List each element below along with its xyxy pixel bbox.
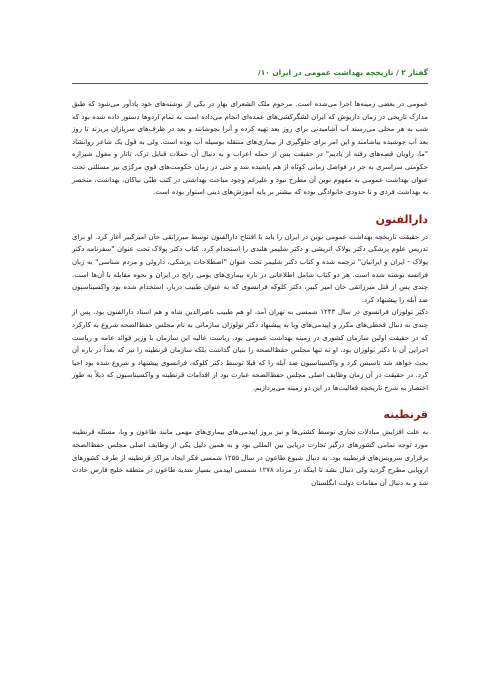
- darolfonun-paragraph-1: در حقیقت تاریخچه بهداشت عمومی نوین در ایران را باید با افتتاح دارالفنون توسط میرزاتقی خان امیرکبیر آغاز کرد. او برای تدریس علوم پزشکی دکتر پولاک اتریشی و دکتر شلیمر هلندی را استخدام کرد. کتاب دکتر پولاک تحت عنوان "سفرنامه دکتر پولاک - ایران و ایرانیان" ترجمه شده و کتاب دکتر شلیمر تحت عنوان "اصطلاحات پزشکی، داروئی و مردم شناسی" به زبان فرانسه نوشته شده است. هر دو کتاب شامل اطلاعاتی در باره بیماری‌های بومی رایج در ایران و نحوه مقابله با آن‌ها است. چندی پس از قتل میرزاتقی خان امیر کبیر، دکتر کلوکه فرانسوی که به عنوان طبیب دربار، استخدام شده بود واکسیناسیون ضد آبله را پیشنهاد کرد.: [72, 232, 428, 304]
- section-heading-darolfonun: دارالفنون: [375, 212, 428, 226]
- running-header: گفتار ۲ / تاریخچه بهداشت عمومی در ایران ۱۰/: [258, 68, 428, 77]
- page-content: [72, 98, 428, 489]
- header-rule: [72, 83, 428, 84]
- section-heading-quarantine: قرنطینه: [383, 408, 428, 422]
- darolfonun-paragraph-2: دکتر تولوزان فرانسوی در سال ۱۲۴۳ شمسی به تهران آمد، او هم طبیب ناصرالدین شاه و هم استاد دارالفنون بود. پس از چندی به دنبال قحطی‌های مکرر و اپیدمی‌های وبا به پیشنهاد دکتر تولوزان سازمانی به نام مجلس حفظ‌الصحه شروع به کارکرد که در حقیقت اولین سازمان کشوری در زمینه بهداشت عمومی بود. ریاست عالیه این سازمان با وزیر فوائد عامه و ریاست اجرایی آن با دکتر تولوزان بود. او نه تنها مجلس حفظ‌الصحه را بنیان گذاشت بلکه سازمان قرنطینه را نیز که بعداً در باره آن بحث خواهد شد تاسیس کرد و واکسیناسیون ضد آبله را که قبلا توسط دکتر کلوکه، فرانسوی پیشنهاد و شروع شده بود احیا کرد. در حقیقت در آن زمان وظایف اصلی مجلس حفظ‌الصحه عبارت بود از اقدامات قرنطینه و واکسیناسیون که ذیلاً به طور اختصار به شرح تاریخچه فعالیت‌ها در این دو زمینه می‌پردازیم.: [72, 308, 428, 392]
- intro-paragraph: عمومی در بعضی زمینه‌ها اجرا می‌شده است. مرحوم ملک الشعرای بهار در یکی از نوشته‌های خود یادآور می‌شود که طبق مدارک تاریخی در زمان داریوش که ایران لشگرکشی‌های عمده‌ای انجام می‌داده است به تمام اردوها دستور داده شده بود که شب به هر محلی می‌رسند آب آشامیدنی برای روز بعد تهیه کرده و آنرا بجوشانند و بعد در ظرف‌های سربازان بریزند تا روز بعد آب جوشیده بیاشامند و این امر برای جلوگیری از بیماری‌های منتقله بوسیله آب بوده است. ولی به قول یک شاعر روانشاد "ما، راویان قصه‌های رفته از یادیم" در حقیقت پس از حمله اعراب و به دنبال آن حملات قبایل ترک، تاتار و مغول شیرازه حکومتی سراسری به جز در فواصل زمانی کوتاه از هم پاشیده شد و حتی در زمان حکومت‌های قوی‌ِ مرکزی نیز مسئلتی تحت عنوان بهداشت عمومی به مفهوم نوین آن مطرح نبود و علیرغم وجود مباحث بهداشتی در کتب طبّی نیاکان، بهداشت، منحصر به بهداشت فردی و تا حدودی خانوادگی بوده که بیشتر بر پایه آموزش‌های دینی استوار بوده است.: [72, 100, 428, 197]
- quarantine-paragraph-1: به علت افزایش مبادلات تجاری توسط کشتی‌ها و نیز بروز اپیدمی‌های بیماری‌های مهمی مانند طاعون و وبا، مسئله قرنطینه مورد توجه تمامی کشورهای درگیر تجارت دریایی بین المللی بود و به همین دلیل یکی از وظایف اصلی مجلس حفظ‌الصحه برقراری سرویس‌های قرنطینه بود. به دنبال شیوع طاعون در سال ۱۲۵۵ شمسی فکر ایجاد مراکز قرنطینه از طرف کشورهای اروپایی مطرح گردید ولی دنبال نشد تا اینکه در مرداد ۱۲۷۸ شمسی اپیدمی بسیار شدید طاعون در منطقه خلیج فارس حادث شد و به دنبال آن مقامات دولت انگلستان: [72, 428, 428, 487]
